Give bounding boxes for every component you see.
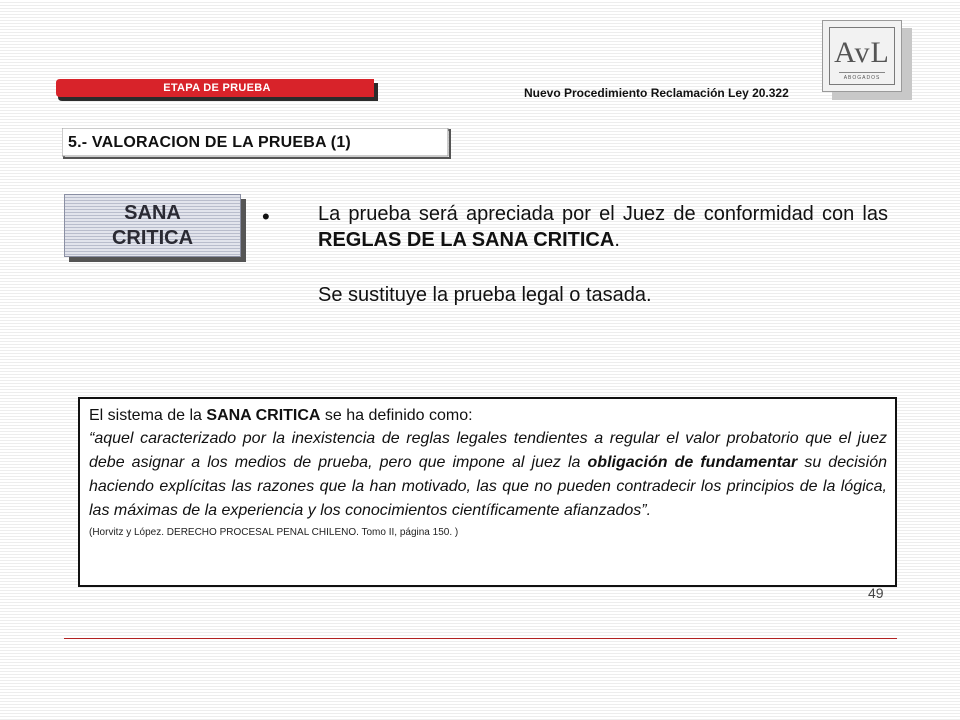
header-subtitle: Nuevo Procedimiento Reclamación Ley 20.322 <box>524 86 789 100</box>
definition-citation: (Horvitz y López. DERECHO PROCESAL PENAL CHILENO. Tomo II, página 150. ) <box>89 527 459 538</box>
sana-critica-line2: CRITICA <box>111 226 194 249</box>
bullet-text-pre: La prueba será apreciada por el Juez de conformidad con las <box>318 203 888 225</box>
definition-quote-pre: “aquel caracterizado por la inexistencia de reglas legales tendientes a regular el valor probatorio que el juez debe asignar a los medios de prueba, pero que impone al juez la <box>89 430 887 471</box>
logo-frame <box>829 27 895 85</box>
bottom-divider <box>64 638 897 639</box>
definition-intro-post: se ha definido como: <box>320 407 473 424</box>
definition-quote-post: su decisión haciendo explícitas las razones que la han motivado, las que no pueden contradecir los principios de la lógica, las máximas de la experiencia y los conocimientos científicamente afianzados”. <box>89 454 888 519</box>
bullet-marker: • <box>262 204 270 229</box>
bullet-text <box>318 201 888 253</box>
section-title: 5.- VALORACION DE LA PRUEBA (1) <box>68 134 351 151</box>
sana-critica-box <box>64 194 248 264</box>
definition-quote <box>89 427 887 523</box>
stage-tag <box>56 79 378 101</box>
definition-intro-pre: El sistema de la <box>89 407 207 424</box>
sana-critica-face <box>64 194 241 257</box>
logo-subtext: ABOGADOS <box>839 72 885 81</box>
logo <box>822 20 902 92</box>
definition-intro <box>89 405 887 427</box>
section-title-box <box>62 128 452 160</box>
definition-box <box>78 397 897 587</box>
bullet-text-bold: REGLAS DE LA SANA CRITICA <box>318 229 615 251</box>
stage-tag-label: ETAPA DE PRUEBA <box>163 82 271 94</box>
bullet-text-post: . <box>614 229 620 251</box>
definition-intro-bold: SANA CRITICA <box>206 407 321 424</box>
sana-critica-line1: SANA <box>124 201 181 224</box>
page-number: 49 <box>868 585 884 601</box>
definition-quote-bold: obligación de fundamentar <box>587 454 798 471</box>
bullet-text-line2: Se sustituye la prueba legal o tasada. <box>318 284 652 306</box>
logo-text: AvL <box>834 36 890 69</box>
